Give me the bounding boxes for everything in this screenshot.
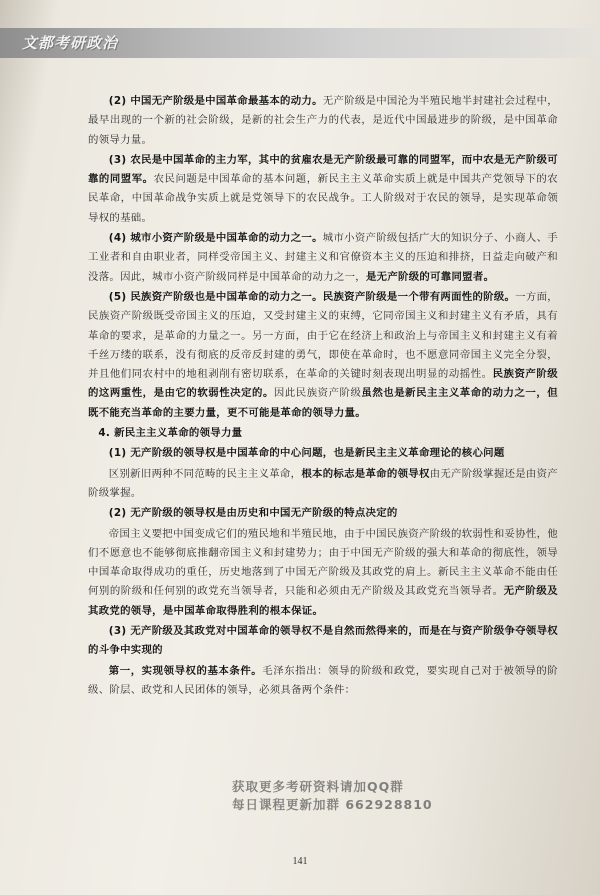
paragraph-heading: 第一，实现领导权的基本条件。 (108, 664, 263, 677)
paragraph-text: 帝国主义要把中国变成它们的殖民地和半殖民地，由于中国民族资产阶级的软弱性和妥协性，他们不愿意也不能够彻底推翻帝国主义和封建势力；由于中国无产阶级的强大和革命的彻底性，领导中国革命取得成功的重任，历史地落到了中国无产阶级及其政党的肩上。新民主主义革命不能由任何别的阶级和任何别的政党充当领导者，只能和必须由无产阶级及其政党充当领导者。 (88, 527, 558, 598)
paragraph-proletariat (88, 92, 558, 150)
paragraph-leadership-core (88, 444, 558, 463)
paragraph-heading: (3) 无产阶级及其政党对中国革命的领导权不是自然而然得来的，而是在与资产阶级争夺领导权的斗争中实现的 (88, 625, 558, 657)
body-text (88, 92, 558, 701)
paragraph-heading: (4) 城市小资产阶级是中国革命的动力之一。 (108, 232, 323, 245)
watermark (232, 778, 492, 814)
paragraph-bold-mid: 民族资产阶级的这两重性，是由它的软弱性决定的。 (88, 368, 558, 400)
paragraph-leadership-distinction (88, 465, 558, 504)
paragraph-heading: (3) 农民是中国革命的主力军，其中的贫雇农是无产阶级最可靠的同盟军，而中农是无产阶级可靠的同盟军。 (88, 153, 558, 186)
paragraph-text: 毛泽东指出：领导的阶级和政党，要实现自己对于被领导的阶级、阶层、政党和人民团体的领导，必须具备两个条件： (88, 664, 558, 696)
page-number: 141 (292, 856, 308, 867)
paragraph-text-mid: 因此民族资产阶级 (273, 387, 362, 400)
header-title: 文都考研政治 (22, 34, 119, 52)
paragraph-heading: (5) 民族资产阶级也是中国革命的动力之一。民族资产阶级是一个带有两面性的阶级。 (108, 290, 516, 303)
paragraph-text: 一方面，民族资产阶级既受帝国主义的压迫，又受封建主义的束缚，它同帝国主义和封建主义有矛盾，具有革命的要求，是革命的力量之一。另一方面，由于它在经济上和政治上与帝国主义和封建主义有着千丝万缕的联系，没有彻底的反帝反封建的勇气，即使在革命时，也不愿意同帝国主义完全分裂，并且他们同农村中的地租剥削有密切联系，在革命的关键时刻表现出明显的动摇性。 (88, 290, 558, 381)
paragraph-text: 区别新旧两种不同范畴的民主主义革命， (108, 467, 302, 480)
paragraph-text: 城市小资产阶级包括广大的知识分子、小商人、手工业者和自由职业者，同样受帝国主义、封建主义和官僚资本主义的压迫和排挤，日益走向破产和没落。因此，城市小资产阶级同样是中国革命的动力之一， (88, 232, 558, 283)
paragraph-peasants (88, 151, 558, 228)
paragraph-text: 无产阶级是中国沦为半殖民地半封建社会过程中，最早出现的一个新的社会阶级，是新的社会生产力的代表，是近代中国最进步的阶级，是中国革命的领导力量。 (88, 95, 558, 146)
paragraph-petty-bourgeoisie (88, 229, 558, 287)
paragraph-heading: (2) 中国无产阶级是中国革命最基本的动力。 (108, 95, 323, 107)
watermark-line-1: 获取更多考研资料请加QQ群 (232, 779, 404, 794)
paragraph-leadership-history (88, 504, 558, 523)
paragraph-heading: (1) 无产阶级的领导权是中国革命的中心问题，也是新民主主义革命理论的核心问题 (108, 447, 505, 460)
paragraph-heading: (2) 无产阶级的领导权是由历史和中国无产阶级的特点决定的 (108, 507, 398, 520)
watermark-line-2: 每日课程更新加群 662928810 (232, 797, 433, 812)
paragraph-bold-tail: 是无产阶级的可靠同盟者。 (365, 270, 495, 283)
paragraph-leadership-struggle (88, 622, 558, 661)
paragraph-national-bourgeoisie (88, 288, 558, 423)
paragraph-bold-end: 虽然也是新民主主义革命的动力之一，但既不能充当革命的主要力量，更不可能是革命的领导力量。 (88, 387, 558, 419)
paragraph-bold: 无产阶级及其政党的领导，是中国革命取得胜利的根本保证。 (88, 585, 558, 617)
paragraph-imperialism (88, 525, 558, 621)
section-heading-leadership (88, 424, 558, 443)
section-heading-text: 4. 新民主主义革命的领导力量 (98, 427, 243, 440)
paragraph-text: 农民问题是中国革命的基本问题，新民主主义革命实质上就是中国共产党领导下的农民革命，中国革命战争实质上就是党领导下的农民战争。工人阶级对于农民的领导，是实现革命领导权的基础。 (88, 173, 558, 224)
paragraph-basic-conditions (88, 662, 558, 701)
paragraph-bold: 根本的标志是革命的领导权 (301, 467, 430, 480)
paragraph-text-tail: 由无产阶级掌握还是由资产阶级掌握。 (88, 467, 558, 499)
